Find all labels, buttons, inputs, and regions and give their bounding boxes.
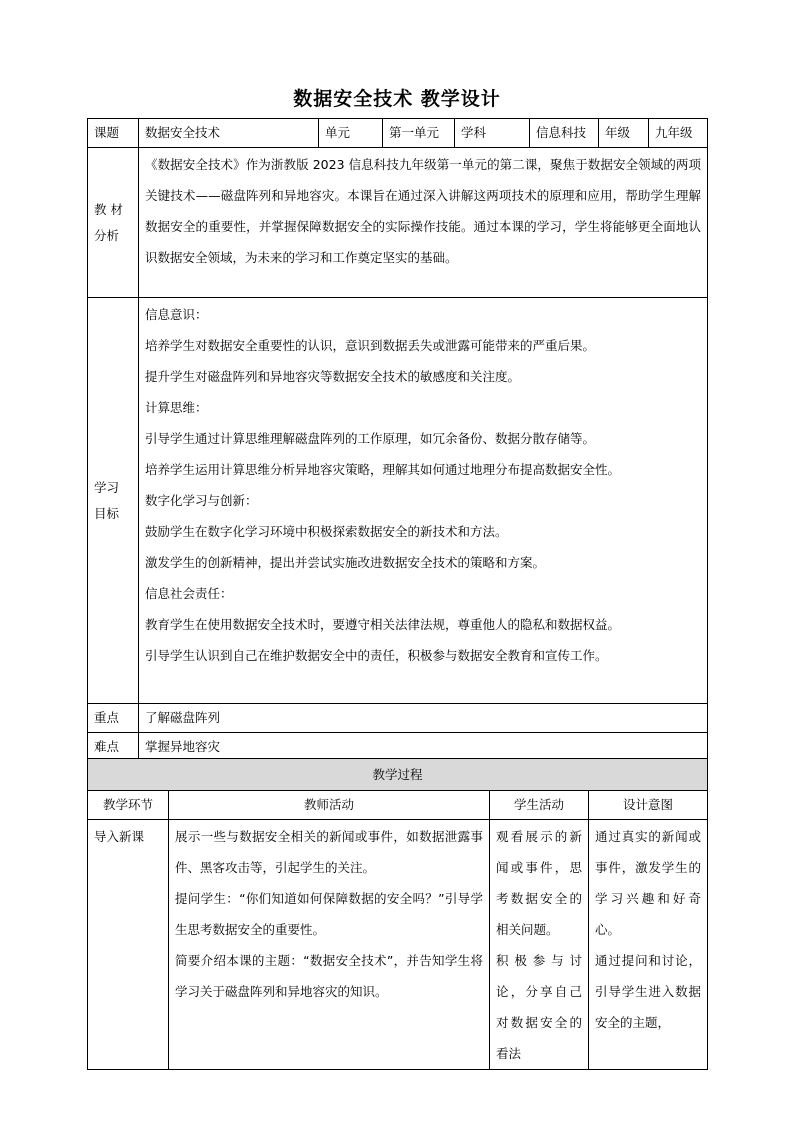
key-point-row	[88, 704, 708, 733]
goal-line: 提升学生对磁盘阵列和异地容灾等数据安全技术的敏感度和关注度。	[145, 369, 521, 384]
key-point-label: 重点	[88, 704, 139, 733]
process-stage: 导入新课	[88, 820, 169, 1070]
teacher-activity-line: 展示一些与数据安全相关的新闻或事件，如数据泄露事件、黑客攻击等，引起学生的关注。	[175, 829, 483, 875]
subject-value: 数据安全技术	[139, 119, 319, 148]
learning-goals-text	[139, 298, 708, 704]
learning-goals-label: 学习 目标	[88, 298, 139, 704]
difficult-point-label: 难点	[88, 733, 139, 762]
goal-line: 培养学生对数据安全重要性的认识，意识到数据丢失或泄露可能带来的严重后果。	[145, 338, 596, 353]
goal-line: 鼓励学生在数字化学习环境中积极探索数据安全的新技术和方法。	[145, 524, 508, 539]
material-analysis-row	[88, 148, 708, 298]
student-activity-line: 观看展示的新闻或事件，思考数据安全的相关问题。	[496, 829, 582, 937]
unit-value: 第一单元	[383, 119, 455, 148]
design-intent-line: 通过提问和讨论，引导学生进入数据安全的主题，	[595, 953, 702, 1030]
key-point-value: 了解磁盘阵列	[139, 704, 708, 733]
material-analysis-text: 《数据安全技术》作为浙教版 2023 信息科技九年级第一单元的第二课，聚焦于数据安全领域的两项关键技术——磁盘阵列和异地容灾。本课旨在通过深入讲解这两项技术的原理和应用，帮助学生理解数据安全的重要性，并掌握保障数据安全的实际操作技能。通过本课的学习，学生将能够更全面地认识数据安全领域，为未来的学习和工作奠定坚实的基础。	[139, 148, 708, 298]
teacher-activity-line: 提问学生：“你们知道如何保障数据的安全吗？”引导学生思考数据安全的重要性。	[175, 891, 483, 937]
course-value: 信息科技	[530, 119, 599, 148]
document-title: 数据安全技术 教学设计	[293, 88, 501, 110]
course-label: 学科	[455, 119, 530, 148]
lesson-info-table	[87, 118, 708, 762]
header-row	[88, 119, 708, 148]
goal-line: 引导学生认识到自己在维护数据安全中的责任，积极参与数据安全教育和宣传工作。	[145, 648, 608, 663]
process-title-row	[88, 759, 708, 791]
process-columns-row	[88, 791, 708, 820]
goal-line: 信息意识：	[145, 307, 208, 322]
process-section-title: 教学过程	[88, 759, 708, 791]
grade-value: 九年级	[649, 119, 708, 148]
student-activity-line: 积极参与讨论，分享自己对数据安全的看法	[496, 953, 582, 1061]
process-teacher-activity	[169, 820, 490, 1070]
teacher-activity-line: 简要介绍本课的主题：“数据安全技术”，并告知学生将学习关于磁盘阵列和异地容灾的知识。	[175, 953, 483, 999]
material-analysis-label: 教 材 分析	[88, 148, 139, 298]
process-row	[88, 820, 708, 1070]
goal-line: 数字化学习与创新：	[145, 493, 258, 508]
goal-line: 计算思维：	[145, 400, 208, 415]
goal-line: 培养学生运用计算思维分析异地容灾策略，理解其如何通过地理分布提高数据安全性。	[145, 462, 621, 477]
subject-label: 课题	[88, 119, 139, 148]
process-design-intent	[589, 820, 708, 1070]
column-header-student: 学生活动	[490, 791, 589, 820]
teaching-process-table	[87, 758, 708, 1070]
goal-line: 信息社会责任：	[145, 586, 233, 601]
difficult-point-value: 掌握异地容灾	[139, 733, 708, 762]
column-header-intent: 设计意图	[589, 791, 708, 820]
goal-line: 引导学生通过计算思维理解磁盘阵列的工作原理，如冗余备份、数据分散存储等。	[145, 431, 596, 446]
goal-line: 教育学生在使用数据安全技术时，要遵守相关法律法规，尊重他人的隐私和数据权益。	[145, 617, 621, 632]
unit-label: 单元	[319, 119, 383, 148]
design-intent-line: 通过真实的新闻或事件，激发学生的学习兴趣和好奇心。	[595, 829, 702, 937]
column-header-teacher: 教师活动	[169, 791, 490, 820]
column-header-stage: 教学环节	[88, 791, 169, 820]
process-student-activity	[490, 820, 589, 1070]
grade-label: 年级	[599, 119, 649, 148]
learning-goals-row	[88, 298, 708, 704]
goal-line: 激发学生的创新精神，提出并尝试实施改进数据安全技术的策略和方案。	[145, 555, 546, 570]
